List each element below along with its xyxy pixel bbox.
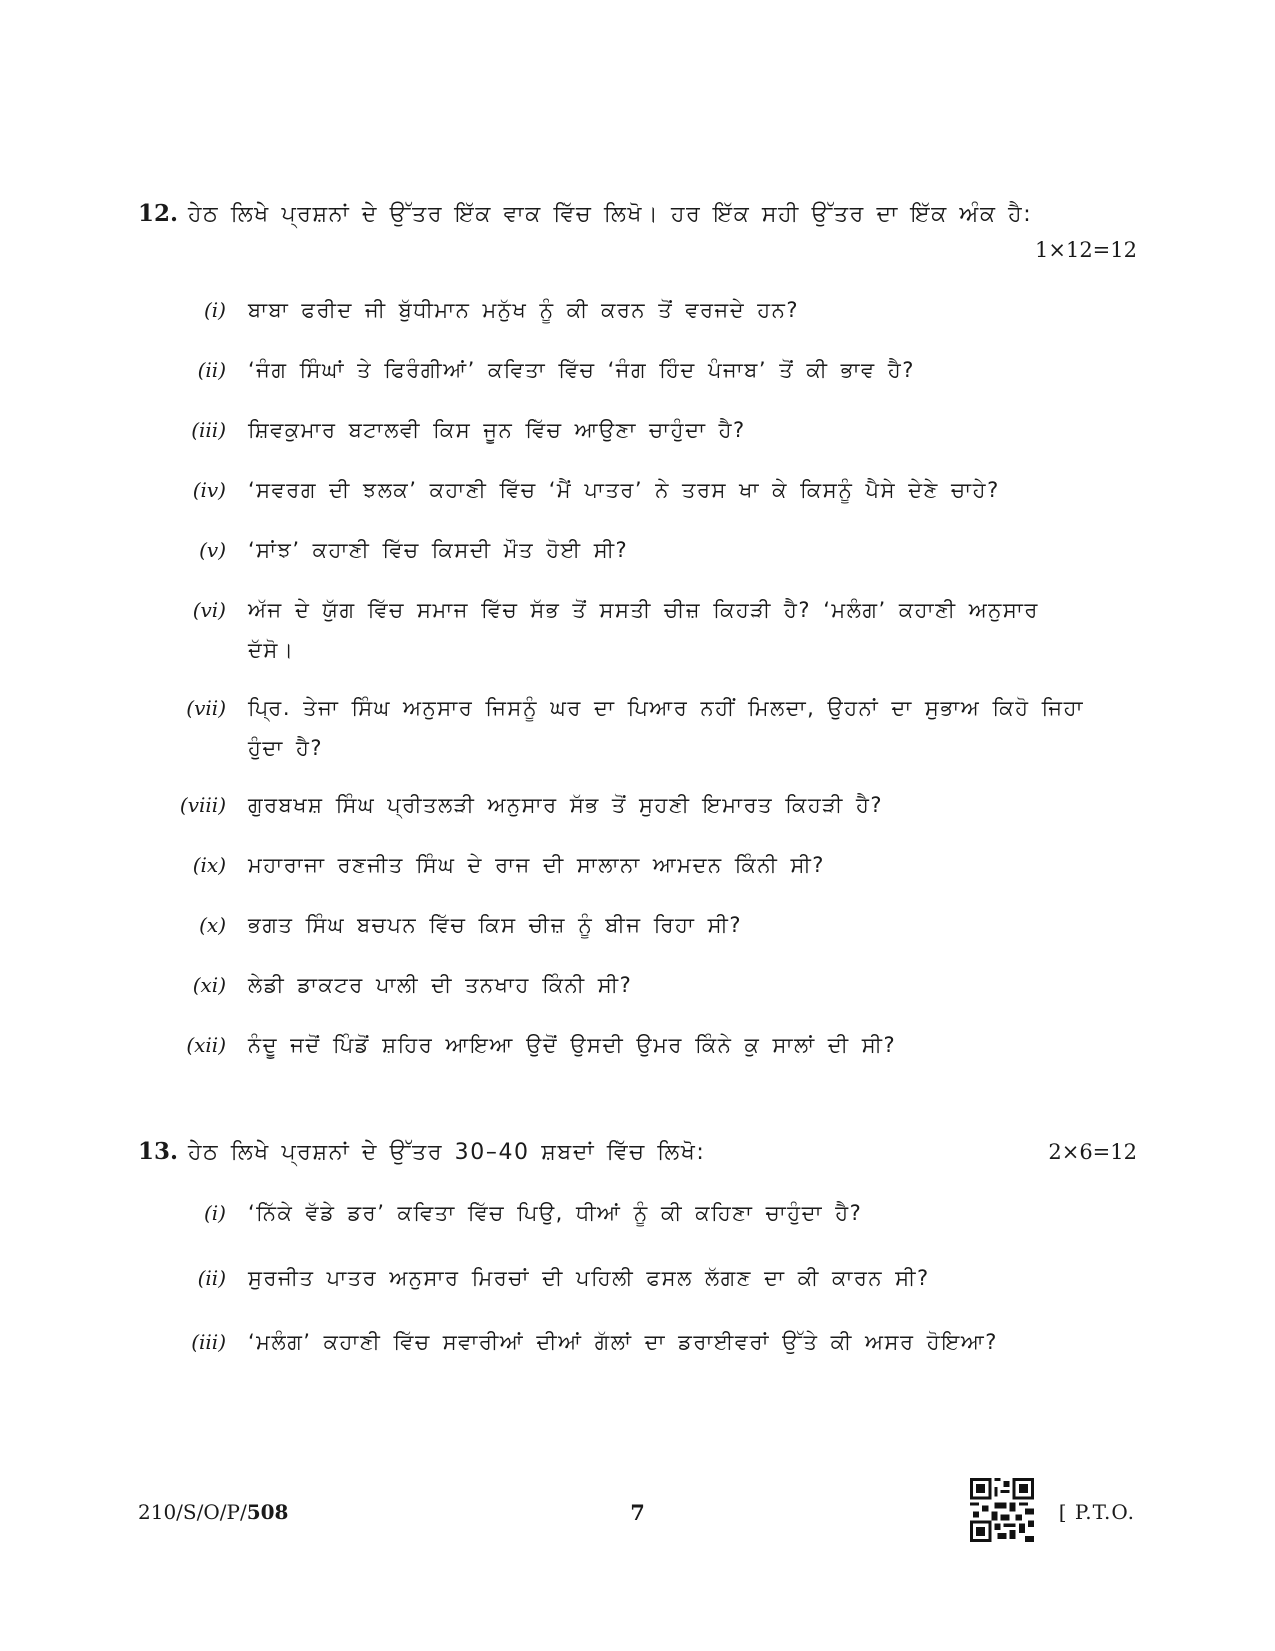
q12-item <box>170 845 1090 885</box>
q12-item <box>170 410 1090 450</box>
q12-item-label: (iii) <box>191 418 226 442</box>
paper-code-number: 508 <box>246 1500 289 1524</box>
q12-item-label: (vi) <box>192 598 226 622</box>
q13-item-text: ‘ਨਿੱਕੇ ਵੱਡੇ ਡਰ’ ਕਵਿਤਾ ਵਿੱਚ ਪਿਉ, ਧੀਆਂ ਨੂੰ ਕੀ ਕਹਿਣਾ ਚਾਹੁੰਦਾ ਹੈ? <box>248 1201 863 1225</box>
q12-item-text: ਮਹਾਰਾਜਾ ਰਣਜੀਤ ਸਿੰਘ ਦੇ ਰਾਜ ਦੀ ਸਾਲਾਨਾ ਆਮਦਨ ਕਿੰਨੀ ਸੀ? <box>248 853 825 877</box>
page-number: 7 <box>630 1500 645 1525</box>
q12-item <box>170 290 1090 330</box>
please-turn-over: [ P.T.O. <box>1058 1500 1135 1524</box>
q12-item-text: ਗੁਰਬਖਸ਼ ਸਿੰਘ ਪ੍ਰੀਤਲੜੀ ਅਨੁਸਾਰ ਸੱਭ ਤੋਂ ਸੁਹਣੀ ਇਮਾਰਤ ਕਿਹੜੀ ਹੈ? <box>248 793 883 817</box>
q13-item <box>170 1193 1090 1233</box>
q12-item-label: (iv) <box>192 478 226 502</box>
q12-item-label: (ii) <box>197 358 226 382</box>
qr-code-icon <box>970 1478 1034 1542</box>
q12-item <box>170 965 1090 1005</box>
q12-item-label: (i) <box>203 298 226 322</box>
q12-item-label: (vii) <box>186 696 226 720</box>
q12-item-label: (v) <box>199 538 226 562</box>
q12-item-label: (x) <box>199 913 226 937</box>
q12-item <box>170 905 1090 945</box>
paper-code-prefix: 210/S/O/P/ <box>138 1500 247 1524</box>
q12-item-text: ਪ੍ਰਿ. ਤੇਜਾ ਸਿੰਘ ਅਨੁਸਾਰ ਜਿਸਨੂੰ ਘਰ ਦਾ ਪਿਆਰ ਨਹੀਂ ਮਿਲਦਾ, ਉਹਨਾਂ ਦਾ ਸੁਭਾਅ ਕਿਹੋ ਜਿਹਾ ਹੁੰਦਾ ਹੈ? <box>248 696 1085 760</box>
q13-item-text: ‘ਮਲੰਗ’ ਕਹਾਣੀ ਵਿੱਚ ਸਵਾਰੀਆਂ ਦੀਆਂ ਗੱਲਾਂ ਦਾ ਡਰਾਈਵਰਾਂ ਉੱਤੇ ਕੀ ਅਸਰ ਹੋਇਆ? <box>248 1330 998 1354</box>
q12-item <box>170 1025 1090 1065</box>
q13-item <box>170 1258 1090 1298</box>
q13-item-label: (iii) <box>191 1330 226 1354</box>
q12-item-text: ਲੇਡੀ ਡਾਕਟਰ ਪਾਲੀ ਦੀ ਤਨਖਾਹ ਕਿੰਨੀ ਸੀ? <box>248 973 633 997</box>
q12-item-text: ‘ਸਵਰਗ ਦੀ ਝਲਕ’ ਕਹਾਣੀ ਵਿੱਚ ‘ਮੈਂ ਪਾਤਰ’ ਨੇ ਤਰਸ ਖਾ ਕੇ ਕਿਸਨੂੰ ਪੈਸੇ ਦੇਣੇ ਚਾਹੇ? <box>248 478 1000 502</box>
question-12-header <box>138 200 1032 227</box>
q12-item <box>170 785 1090 825</box>
question-13-header <box>138 1138 705 1165</box>
q13-item-label: (i) <box>203 1201 226 1225</box>
q12-item-label: (viii) <box>179 793 226 817</box>
q12-item <box>170 688 1090 768</box>
question-12-number: 12. <box>138 200 179 227</box>
q12-item-label: (xi) <box>192 973 226 997</box>
q12-item <box>170 350 1090 390</box>
q12-item <box>170 470 1090 510</box>
question-12-marks: 1×12=12 <box>1035 238 1137 262</box>
question-13-instruction: ਹੇਠ ਲਿਖੇ ਪ੍ਰਸ਼ਨਾਂ ਦੇ ਉੱਤਰ 30–40 ਸ਼ਬਦਾਂ ਵਿੱਚ ਲਿਖੋ: <box>188 1140 706 1165</box>
q12-item-text: ਬਾਬਾ ਫਰੀਦ ਜੀ ਬੁੱਧੀਮਾਨ ਮਨੁੱਖ ਨੂੰ ਕੀ ਕਰਨ ਤੋਂ ਵਰਜਦੇ ਹਨ? <box>248 298 799 322</box>
q13-item-label: (ii) <box>197 1266 226 1290</box>
q13-item-text: ਸੁਰਜੀਤ ਪਾਤਰ ਅਨੁਸਾਰ ਮਿਰਚਾਂ ਦੀ ਪਹਿਲੀ ਫਸਲ ਲੱਗਣ ਦਾ ਕੀ ਕਾਰਨ ਸੀ? <box>248 1266 930 1290</box>
q12-item-text: ਭਗਤ ਸਿੰਘ ਬਚਪਨ ਵਿੱਚ ਕਿਸ ਚੀਜ਼ ਨੂੰ ਬੀਜ ਰਿਹਾ ਸੀ? <box>248 913 743 937</box>
q12-item-text: ‘ਜੰਗ ਸਿੰਘਾਂ ਤੇ ਫਿਰੰਗੀਆਂ’ ਕਵਿਤਾ ਵਿੱਚ ‘ਜੰਗ ਹਿੰਦ ਪੰਜਾਬ’ ਤੋਂ ਕੀ ਭਾਵ ਹੈ? <box>248 358 915 382</box>
question-12-instruction: ਹੇਠ ਲਿਖੇ ਪ੍ਰਸ਼ਨਾਂ ਦੇ ਉੱਤਰ ਇੱਕ ਵਾਕ ਵਿੱਚ ਲਿਖੋ। ਹਰ ਇੱਕ ਸਹੀ ਉੱਤਰ ਦਾ ਇੱਕ ਅੰਕ ਹੈ: <box>188 202 1033 227</box>
q12-item-text: ਅੱਜ ਦੇ ਯੁੱਗ ਵਿੱਚ ਸਮਾਜ ਵਿੱਚ ਸੱਭ ਤੋਂ ਸਸਤੀ ਚੀਜ਼ ਕਿਹੜੀ ਹੈ? ‘ਮਲੰਗ’ ਕਹਾਣੀ ਅਨੁਸਾਰ ਦੱਸੋ। <box>248 598 1039 662</box>
question-13-number: 13. <box>138 1138 179 1165</box>
q12-item <box>170 530 1090 570</box>
q12-item-label: (ix) <box>192 853 226 877</box>
q12-item-text: ਨੰਦੂ ਜਦੋਂ ਪਿੰਡੋਂ ਸ਼ਹਿਰ ਆਇਆ ਉਦੋਂ ਉਸਦੀ ਉਮਰ ਕਿੰਨੇ ਕੁ ਸਾਲਾਂ ਦੀ ਸੀ? <box>248 1033 897 1057</box>
q12-item-text: ਸ਼ਿਵਕੁਮਾਰ ਬਟਾਲਵੀ ਕਿਸ ਜੂਨ ਵਿੱਚ ਆਉਣਾ ਚਾਹੁੰਦਾ ਹੈ? <box>248 418 746 442</box>
q13-item <box>170 1322 1090 1362</box>
q12-item-label: (xii) <box>186 1033 226 1057</box>
q12-item-text: ‘ਸਾਂਝ’ ਕਹਾਣੀ ਵਿੱਚ ਕਿਸਦੀ ਮੌਤ ਹੋਈ ਸੀ? <box>248 538 629 562</box>
question-13-marks: 2×6=12 <box>1048 1140 1137 1164</box>
q12-item <box>170 590 1090 670</box>
